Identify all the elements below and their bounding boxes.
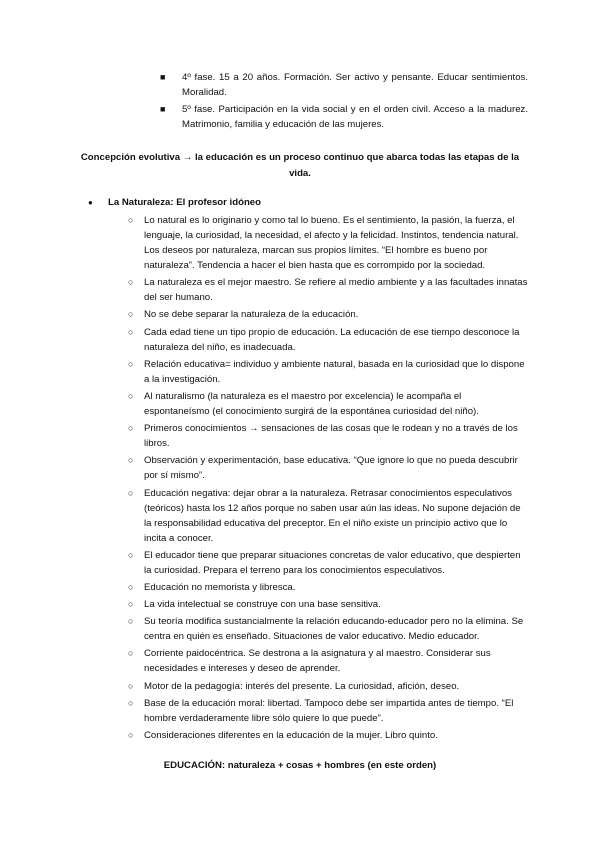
list-item: ○ Observación y experimentación, base educativa. “Que ignore lo que no pueda descubrir por sí mismo”. [88, 453, 528, 483]
list-item: ○ Educación no memorista y libresca. [88, 580, 528, 595]
list-item: ○ El educador tiene que preparar situaciones concretas de valor educativo, que despierten la curiosidad. Prepara el terreno para los conocimientos especulativos. [88, 548, 528, 578]
list-item: ○ Lo natural es lo originario y como tal lo bueno. Es el sentimiento, la pasión, la fuerza, el lenguaje, la curiosidad, la necesidad, el afecto y la felicidad. Instintos, tendencia natural. Los deseos por naturaleza, marcan sus propios límites. “El hombre es bueno por naturaleza”. Tendencia a hacer el bien hasta que es corrompido por la sociedad. [88, 213, 528, 273]
naturaleza-list [88, 213, 528, 743]
list-item: ○ Corriente paidocéntrica. Se destrona a la asignatura y al maestro. Considerar sus necesidades e intereses y deseo de aprender. [88, 646, 528, 676]
education-formula: EDUCACIÓN: naturaleza + cosas + hombres (en este orden) [163, 760, 437, 771]
list-item: ○ Relación educativa= individuo y ambiente natural, basada en la curiosidad que lo dispone a la investigación. [88, 357, 528, 387]
list-item: ○ Primeros conocimientos → sensaciones de las cosas que le rodean y no a través de los libros. [88, 421, 528, 451]
list-item: ○ Cada edad tiene un tipo propio de educación. La educación de ese tiempo desconoce la naturaleza del niño, es inadecuada. [88, 325, 528, 355]
list-item: ○ Consideraciones diferentes en la educación de la mujer. Libro quinto. [88, 728, 528, 743]
list-item: ○ Educación negativa: dejar obrar a la naturaleza. Retrasar conocimientos especulativos (teóricos) hasta los 12 años porque no saben usar aún las ideas. No supone dejación de la responsabilidad educativa del preceptor. En el niño existe un principio activo que lo incita a conocer. [88, 486, 528, 546]
list-item: ○ La vida intelectual se construye con una base sensitiva. [88, 597, 528, 612]
list-item: ○ Al naturalismo (la naturaleza es el maestro por excelencia) le acompaña el espontaneísmo (el conocimiento surgirá de la espontánea curiosidad del niño). [88, 389, 528, 419]
phase-list [160, 70, 528, 134]
section-title: ● La Naturaleza: El profesor idóneo [88, 195, 528, 210]
list-item: ○ Su teoría modifica sustancialmente la relación educando-educador pero no la elimina. Se centra en quién es enseñado. Situaciones de valor educativo. Medio educador. [88, 614, 528, 644]
list-item: ■ 5º fase. Participación en la vida social y en el orden civil. Acceso a la madurez. Matrimonio, familia y educación de las mujeres. [160, 102, 528, 132]
list-item: ○ No se debe separar la naturaleza de la educación. [88, 307, 528, 322]
list-item: ○ Base de la educación moral: libertad. Tampoco debe ser impartida antes de tiempo. “El hombre verdaderamente libre sólo quiere lo que puede”. [88, 696, 528, 726]
list-item: ○ Motor de la pedagogía: interés del presente. La curiosidad, afición, deseo. [88, 679, 528, 694]
concept-heading: Concepción evolutiva → la educación es un proceso continuo que abarca todas las etapas de la vida. [80, 152, 520, 179]
naturaleza-section [88, 195, 528, 745]
list-item: ■ 4º fase. 15 a 20 años. Formación. Ser activo y pensante. Educar sentimientos. Moralidad. [160, 70, 528, 100]
list-item: ○ La naturaleza es el mejor maestro. Se refiere al medio ambiente y a las facultades innatas del ser humano. [88, 275, 528, 305]
